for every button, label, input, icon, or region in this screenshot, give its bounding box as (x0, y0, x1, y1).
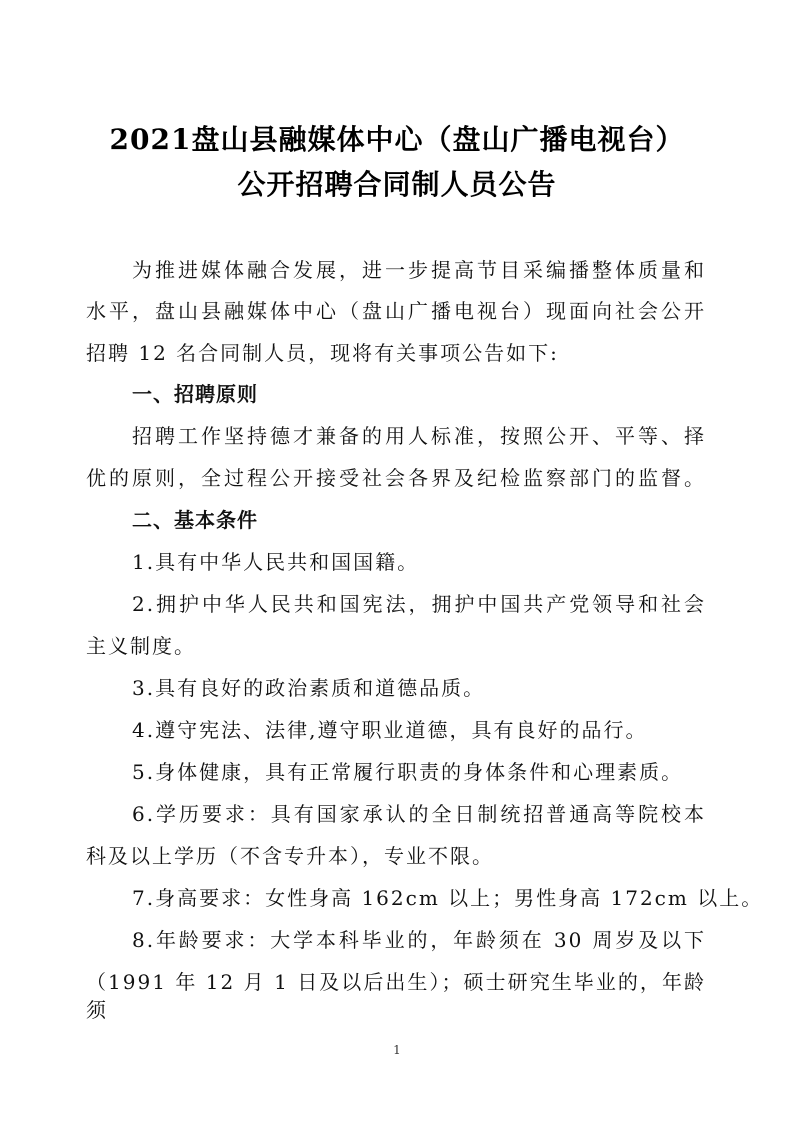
intro-line-3: 招聘 12 名合同制人员，现将有关事项公告如下: (86, 341, 559, 365)
condition-item-4: 4.遵守宪法、法律,遵守职业道德，具有良好的品行。 (132, 718, 648, 742)
condition-item-7: 7.身高要求：女性身高 162cm 以上；男性身高 172cm 以上。 (132, 886, 764, 910)
condition-item-8-line-1: 8.年龄要求：大学本科毕业的，年龄须在 30 周岁及以下 (132, 928, 706, 952)
condition-item-2-line-2: 主义制度。 (86, 634, 196, 658)
section-heading-recruitment-principles: 一、招聘原则 (132, 382, 258, 406)
principles-line-2: 优的原则，全过程公开接受社会各界及纪检监察部门的监督。 (86, 466, 706, 490)
section-heading-basic-conditions: 二、基本条件 (132, 508, 258, 532)
condition-item-3: 3.具有良好的政治素质和道德品质。 (132, 676, 486, 700)
condition-item-5: 5.身体健康，具有正常履行职责的身体条件和心理素质。 (132, 760, 684, 784)
condition-item-6-line-2: 科及以上学历（不含专升本），专业不限。 (86, 844, 494, 868)
condition-item-1: 1.具有中华人民共和国国籍。 (132, 550, 420, 574)
condition-item-6-line-1: 6.学历要求：具有国家承认的全日制统招普通高等院校本 (132, 802, 706, 826)
intro-line-1: 为推进媒体融合发展，进一步提高节目采编播整体质量和 (132, 258, 706, 282)
document-title-line-1: 2021盘山县融媒体中心（盘山广播电视台） (109, 123, 685, 156)
page-number: 1 (393, 1043, 401, 1057)
condition-item-2-line-1: 2.拥护中华人民共和国宪法，拥护中国共产党领导和社会 (132, 592, 706, 616)
principles-line-1: 招聘工作坚持德才兼备的用人标准，按照公开、平等、择 (132, 424, 706, 448)
condition-item-8-line-2: （1991 年 12 月 1 日及以后出生）；硕士研究生毕业的，年龄须 (86, 970, 706, 1022)
document-title-line-2: 公开招聘合同制人员公告 (237, 168, 557, 201)
intro-line-2: 水平，盘山县融媒体中心（盘山广播电视台）现面向社会公开 (86, 299, 706, 323)
